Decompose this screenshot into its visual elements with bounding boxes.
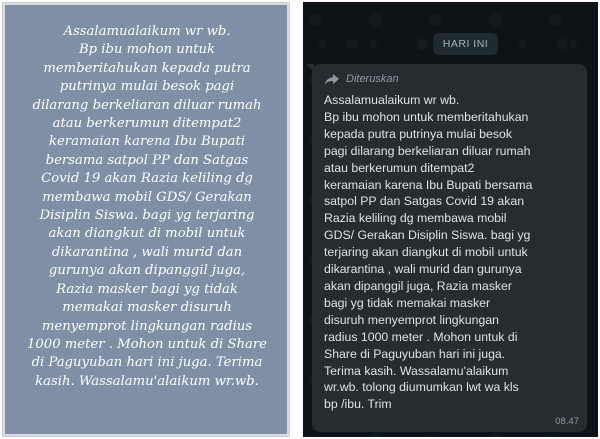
incoming-message-bubble[interactable] bbox=[312, 64, 587, 432]
forwarded-label: Diteruskan bbox=[346, 73, 399, 85]
forward-arrow-icon bbox=[324, 73, 340, 85]
message-timestamp: 08.47 bbox=[555, 416, 579, 427]
message-text: Assalamualaikum wr wb. Bp ibu mohon untuk memberitahukan kepada putra putrinya mulai besok pagi dilarang berkeliaran diluar rumah atau berkerumun ditempat2 keramaian karena Ibu Bupati bersama satpol PP dan Satgas Covid 19 akan Razia keliling dg membawa mobil GDS/ Gerakan Disiplin Siswa. bagi yg terjaring akan diangkut di mobil untuk dikarantina , wali murid dan gurunya akan dipanggil juga, Razia masker bagi yg tidak memakai masker disuruh menyemprot lingkungan radius 1000 meter . Mohon untuk di Share di Paguyuban hari ini juga. Terima kasih. Wassalamu'alaikum wr.wb. tolong diumumkan lwt wa kls bp /ibu. Trim bbox=[324, 93, 533, 412]
date-divider-chip: HARI INI bbox=[433, 33, 498, 55]
announcement-image-panel bbox=[2, 2, 290, 437]
announcement-text: Assalamualaikum wr wb. Bp ibu mohon untuk memberitahukan kepada putra putrinya mulai besok pagi dilarang berkeliaran diluar rumah atau berkerumun ditempat2 keramaian karena Ibu Bupati bersama satpol PP dan Satgas Covid 19 akan Razia keliling dg membawa mobil GDS/ Gerakan Disiplin Siswa. bagi yg terjaring akan diangkut di mobil untuk dikarantina , wali murid dan gurunya akan dipanggil juga, Razia masker bagi yg tidak memakai masker disuruh menyemprot lingkungan radius 1000 meter . Mohon untuk di Share di Paguyuban hari ini juga. Terima kasih. Wassalamu'alaikum wr.wb. bbox=[27, 24, 267, 389]
chat-conversation[interactable] bbox=[303, 2, 598, 437]
forwarded-indicator bbox=[324, 71, 399, 87]
